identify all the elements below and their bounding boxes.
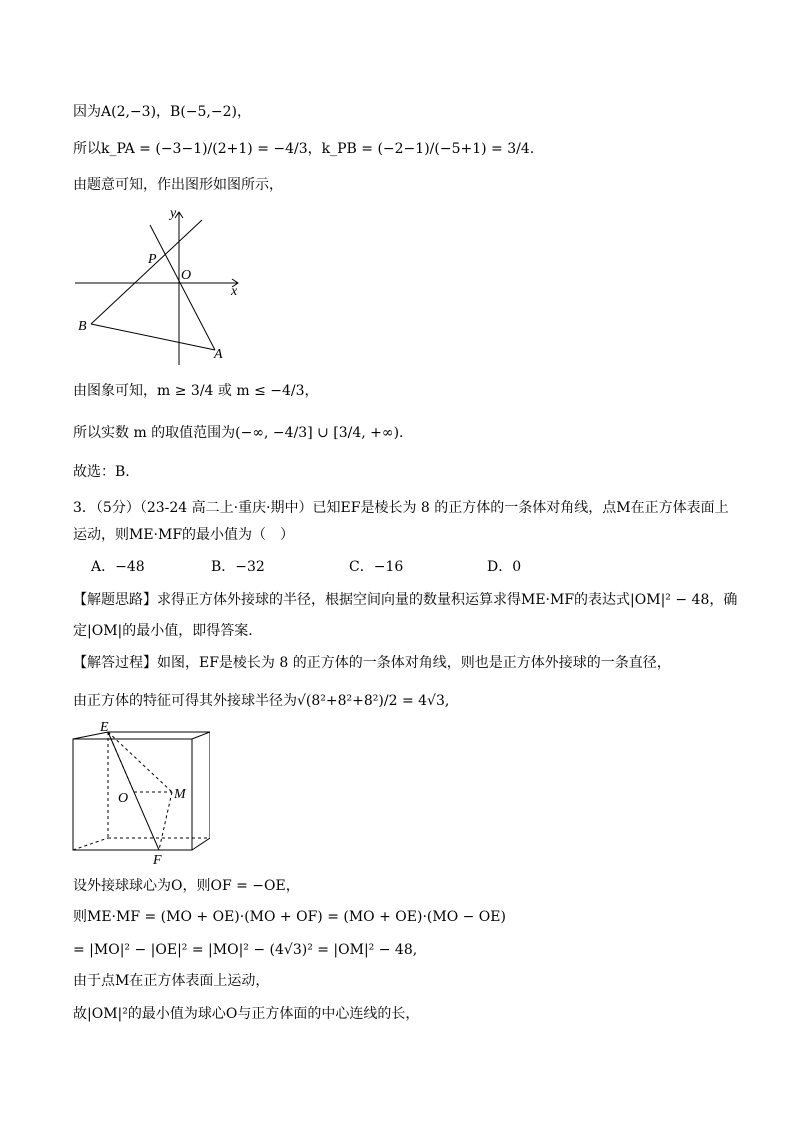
option-b: B．−32 xyxy=(211,559,265,575)
label-P: P xyxy=(148,252,157,267)
solution-idea-line-1: 【解题思路】求得正方体外接球的半径，根据空间向量的数量积运算求得ME·MF的表达式|OM|² − 48，确 xyxy=(73,592,738,608)
question-3-line-1: 3．（5分）（23-24 高二上·重庆·期中）已知EF是棱长为 8 的正方体的一条体对角线，点M在正方体表面上 xyxy=(73,500,729,516)
label-B: B xyxy=(78,319,87,334)
label-M: M xyxy=(174,787,186,802)
solution-line-surface: 由于点M在正方体表面上运动， xyxy=(73,973,270,989)
option-c: C．−16 xyxy=(349,559,404,575)
label-A: A xyxy=(214,347,223,362)
option-d: D．0 xyxy=(487,559,522,575)
label-O-center: O xyxy=(118,791,129,806)
solution-line-dot-product-2: = |MO|² − |OE|² = |MO|² − (4√3)² = |OM|² − 48, xyxy=(73,942,418,958)
figure-coordinate-plane xyxy=(70,200,250,365)
label-O: O xyxy=(181,268,192,283)
label-y: y xyxy=(170,206,177,221)
line-from-graph: 由图象可知，m ≥ 3/4 或 m ≤ −4/3， xyxy=(73,383,319,399)
solution-process-line-2: 由正方体的特征可得其外接球半径为√(8²+8²+8²)/2 = 4√3, xyxy=(73,693,450,709)
solution-line-minimum: 故|OM|²的最小值为球心O与正方体面的中心连线的长， xyxy=(73,1006,420,1022)
label-E: E xyxy=(100,720,109,735)
solution-idea-line-2: 定|OM|的最小值，即得答案. xyxy=(73,623,253,639)
option-a: A．−48 xyxy=(91,559,145,575)
line-slopes: 所以k_PA = (−3−1)/(2+1) = −4/3，k_PB = (−2−1)/(−5+1) = 3/4. xyxy=(73,141,535,157)
solution-process-line-1: 【解答过程】如图，EF是棱长为 8 的正方体的一条体对角线，则也是正方体外接球的一条直径， xyxy=(73,655,671,671)
question-3-line-2: 运动，则ME·MF的最小值为（ ） xyxy=(73,527,295,543)
label-F: F xyxy=(153,853,162,866)
line-range: 所以实数 m 的取值范围为(−∞, −4/3] ∪ [3/4, +∞). xyxy=(73,425,404,441)
line-figure-intro: 由题意可知，作出图形如图所示， xyxy=(73,177,283,193)
solution-line-dot-product-1: 则ME·MF = (MO + OE)·(MO + OF) = (MO + OE)·(MO − OE) xyxy=(73,909,506,925)
line-points: 因为A(2,−3)，B(−5,−2)， xyxy=(73,104,251,120)
figure-cube xyxy=(60,718,210,866)
solution-line-center: 设外接球球心为O，则OF = −OE， xyxy=(73,878,300,894)
label-x: x xyxy=(231,284,238,299)
line-answer: 故选：B. xyxy=(73,464,130,480)
